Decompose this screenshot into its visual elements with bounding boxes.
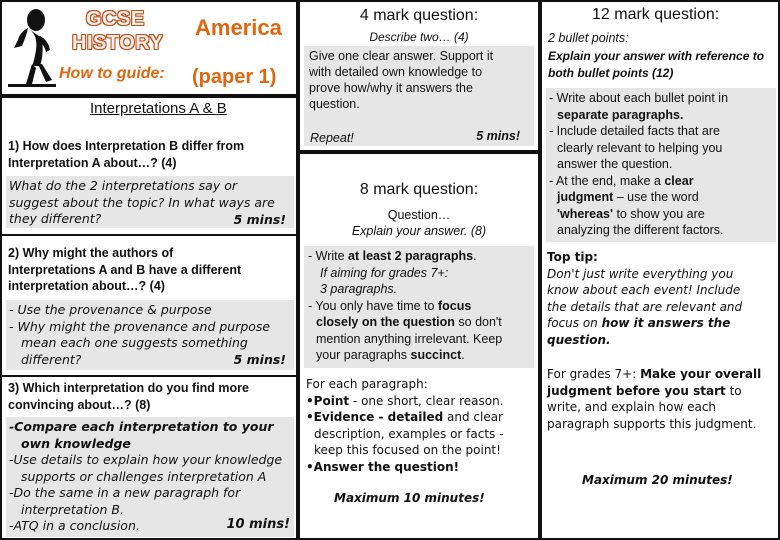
eight-mark-paragraph: For each paragraph: •Point - one short, clear reason. •Evidence - detailed and clear description, examples or facts - keep this focused on the point! •Answer the question! [306, 377, 504, 474]
q3-question: 3) Which interpretation do you find more convincing about…? (8) [8, 381, 249, 412]
q3-time: 10 mins! [226, 517, 290, 532]
q2-question: 2) Why might the authors of Interpretations A and B have a different interpretation about…? (4) [8, 246, 242, 293]
q1-question: 1) How does Interpretation B differ from Interpretation A about…? (4) [8, 139, 245, 170]
four-mark-time: 5 mins! [476, 129, 520, 143]
america-label: America [195, 15, 282, 40]
twelve-mark-maximum: Maximum 20 minutes! [582, 473, 733, 487]
how-to-guide-label: How to guide: [59, 65, 165, 82]
four-mark-body: Give one clear answer. Support it with detailed own knowledge to prove how/why it answers the question. Repeat! 5 mins! [304, 46, 534, 146]
eight-mark-title: 8 mark question: [359, 181, 479, 198]
four-mark-title: 4 mark question: [359, 7, 479, 24]
interpretations-box [0, 96, 298, 540]
twelve-mark-box [540, 0, 780, 540]
divider-1 [2, 234, 296, 236]
repeat-label: Repeat! [310, 131, 354, 145]
twelve-mark-title: 12 mark question: [592, 6, 720, 23]
twelve-mark-explain: Explain your answer with reference to both bullet points (12) [548, 49, 765, 80]
grades-tip: For grades 7+: Make your overall judgment before you start to write, and explain how each paragraph supports this judgment. [547, 367, 762, 431]
interpretations-title: Interpretations A & B [90, 100, 227, 117]
history-label: HISTORY [72, 32, 164, 54]
eight-mark-maximum: Maximum 10 minutes! [334, 491, 485, 505]
paper-label: (paper 1) [192, 66, 277, 88]
four-mark-box [298, 0, 540, 152]
header-box [0, 0, 298, 96]
eight-mark-box [298, 152, 540, 540]
eight-mark-sub2: Explain your answer. (8) [351, 224, 487, 238]
divider-2 [2, 375, 296, 377]
twelve-mark-bullets: - Write about each bullet point in separate paragraphs. - Include detailed facts that are clearly relevant to helping you answer the question. - At the end, make a clear judgment – use the word 'whereas' to show you are analyzing the different factors. [546, 88, 776, 242]
q2-time: 5 mins! [233, 352, 286, 367]
thinker-figure-icon [6, 6, 58, 90]
q3-bullets: -Compare each interpretation to your own knowledge -Use details to explain how your knowledge supports or challenges interpretation A -Do the same in a new paragraph for interpretation B. -ATQ in a conclusion. 10 mins! [6, 417, 294, 537]
eight-mark-bullets: - Write at least 2 paragraphs. If aiming for grades 7+: 3 paragraphs. - You only have time to focus closely on the question so don't mention anything irrelevant. Keep your paragraphs succinct. [304, 246, 534, 368]
q2-bullets: - Use the provenance & purpose - Why might the provenance and purpose mean each one suggests something different? 5 mins! [6, 300, 294, 370]
four-mark-subtitle: Describe two… (4) [369, 30, 469, 44]
q1-tip: What do the 2 interpretations say or suggest about the topic? In what ways are they different? 5 mins! [6, 176, 294, 228]
top-tip: Top tip: Don't just write everything you know about each event! Include the details that are relevant and focus on how it answers the question. [547, 250, 743, 347]
gcse-label: GCSE [86, 8, 145, 30]
twelve-mark-subtitle: 2 bullet points: [548, 31, 629, 45]
q1-time: 5 mins! [233, 212, 286, 227]
eight-mark-sub1: Question… [387, 208, 451, 222]
